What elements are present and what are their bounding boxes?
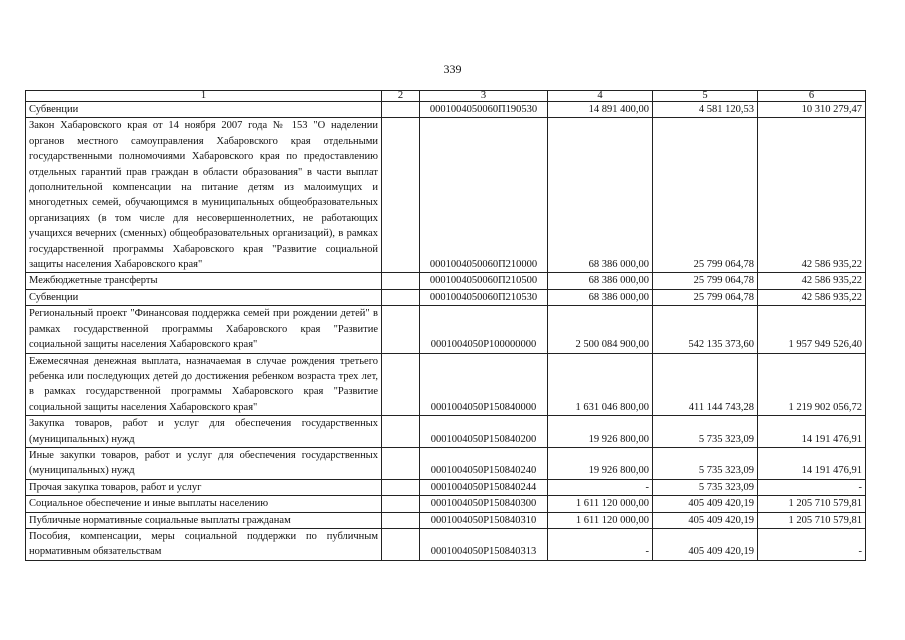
row-name: Прочая закупка товаров, работ и услуг (26, 479, 382, 495)
row-value-6: 1 205 710 579,81 (758, 496, 866, 512)
row-col2 (382, 353, 420, 416)
row-value-4: 19 926 800,00 (548, 447, 653, 479)
row-value-5: 405 409 420,19 (653, 528, 758, 560)
row-code: 0001004050P150840313 (420, 528, 548, 560)
header-cell: 4 (548, 91, 653, 102)
row-code: 0001004050P100000000 (420, 306, 548, 353)
row-value-5: 405 409 420,19 (653, 512, 758, 528)
row-value-6: - (758, 528, 866, 560)
row-name: Социальное обеспечение и иные выплаты населению (26, 496, 382, 512)
table-row (26, 479, 866, 495)
row-name: Закон Хабаровского края от 14 ноября 2007 года № 153 "О наделении органов местного самоуправления Хабаровского края отдельными государственными полномочиями Хабаровского края по предоставлению отдельных гарантий прав граждан в области образования" в части выплат дополнительной компенсации на питание детям из малоимущих и многодетных семей, обучающимся в муниципальных общеобразовательных организациях (в том числе для несовершеннолетних, не работающих учащихся вечерних (сменных) общеобразовательных организаций), в рамках государственной программы Хабаровского края "Развитие социальной защиты населения Хабаровского края" (26, 118, 382, 273)
row-code: 0001004050P150840200 (420, 416, 548, 448)
row-col2 (382, 512, 420, 528)
row-value-4: 1 611 120 000,00 (548, 512, 653, 528)
header-cell: 5 (653, 91, 758, 102)
row-value-4: - (548, 528, 653, 560)
table-row (26, 273, 866, 289)
row-value-4: 68 386 000,00 (548, 118, 653, 273)
header-cell: 1 (26, 91, 382, 102)
table-row (26, 528, 866, 560)
row-value-4: 19 926 800,00 (548, 416, 653, 448)
row-code: 0001004050P150840310 (420, 512, 548, 528)
row-value-4: 1 611 120 000,00 (548, 496, 653, 512)
table-row (26, 496, 866, 512)
table-row (26, 353, 866, 416)
row-col2 (382, 289, 420, 305)
row-name: Иные закупки товаров, работ и услуг для обеспечения государственных (муниципальных) нужд (26, 447, 382, 479)
row-code: 0001004050060П210500 (420, 273, 548, 289)
row-value-5: 5 735 323,09 (653, 416, 758, 448)
row-value-5: 25 799 064,78 (653, 273, 758, 289)
row-value-4: 68 386 000,00 (548, 289, 653, 305)
row-value-5: 25 799 064,78 (653, 118, 758, 273)
row-name: Пособия, компенсации, меры социальной поддержки по публичным нормативным обязательствам (26, 528, 382, 560)
row-value-6: 42 586 935,22 (758, 273, 866, 289)
row-code: 0001004050P150840244 (420, 479, 548, 495)
row-col2 (382, 496, 420, 512)
table-row (26, 306, 866, 353)
row-col2 (382, 102, 420, 118)
row-code: 0001004050P150840240 (420, 447, 548, 479)
row-col2 (382, 118, 420, 273)
page-number: 339 (443, 62, 462, 76)
row-value-4: 68 386 000,00 (548, 273, 653, 289)
row-value-5: 411 144 743,28 (653, 353, 758, 416)
row-col2 (382, 447, 420, 479)
row-value-5: 542 135 373,60 (653, 306, 758, 353)
row-value-5: 405 409 420,19 (653, 496, 758, 512)
header-cell: 2 (382, 91, 420, 102)
row-code: 0001004050P150840000 (420, 353, 548, 416)
row-value-6: 14 191 476,91 (758, 447, 866, 479)
header-cell: 3 (420, 91, 548, 102)
row-value-5: 5 735 323,09 (653, 479, 758, 495)
row-value-5: 4 581 120,53 (653, 102, 758, 118)
row-name: Субвенции (26, 289, 382, 305)
table-row (26, 102, 866, 118)
table-row (26, 512, 866, 528)
row-value-4: 2 500 084 900,00 (548, 306, 653, 353)
row-name: Субвенции (26, 102, 382, 118)
budget-table (25, 90, 866, 561)
header-row (26, 91, 866, 102)
row-code: 0001004050060П210530 (420, 289, 548, 305)
row-col2 (382, 479, 420, 495)
row-value-4: 1 631 046 800,00 (548, 353, 653, 416)
row-name: Межбюджетные трансферты (26, 273, 382, 289)
row-value-6: 1 205 710 579,81 (758, 512, 866, 528)
table-row (26, 118, 866, 273)
table-row (26, 447, 866, 479)
row-code: 0001004050060П190530 (420, 102, 548, 118)
row-col2 (382, 416, 420, 448)
header-cell: 6 (758, 91, 866, 102)
row-code: 0001004050060П210000 (420, 118, 548, 273)
row-value-6: 1 219 902 056,72 (758, 353, 866, 416)
row-value-4: - (548, 479, 653, 495)
row-value-6: 10 310 279,47 (758, 102, 866, 118)
row-value-6: 1 957 949 526,40 (758, 306, 866, 353)
row-value-5: 25 799 064,78 (653, 289, 758, 305)
row-value-6: 14 191 476,91 (758, 416, 866, 448)
row-name: Публичные нормативные социальные выплаты гражданам (26, 512, 382, 528)
row-value-5: 5 735 323,09 (653, 447, 758, 479)
row-name: Региональный проект "Финансовая поддержка семей при рождении детей" в рамках государственной программы Хабаровского края "Развитие социальной защиты населения Хабаровского края" (26, 306, 382, 353)
row-name: Ежемесячная денежная выплата, назначаемая в случае рождения третьего ребенка или последующих детей до достижения ребенком возраста трех лет, в рамках государственной программы Хабаровского края "Развитие социальной защиты населения Хабаровского края" (26, 353, 382, 416)
row-col2 (382, 306, 420, 353)
row-value-4: 14 891 400,00 (548, 102, 653, 118)
row-col2 (382, 273, 420, 289)
row-name: Закупка товаров, работ и услуг для обеспечения государственных (муниципальных) нужд (26, 416, 382, 448)
row-code: 0001004050P150840300 (420, 496, 548, 512)
row-value-6: 42 586 935,22 (758, 118, 866, 273)
table-row (26, 416, 866, 448)
row-value-6: - (758, 479, 866, 495)
row-col2 (382, 528, 420, 560)
table-row (26, 289, 866, 305)
row-value-6: 42 586 935,22 (758, 289, 866, 305)
